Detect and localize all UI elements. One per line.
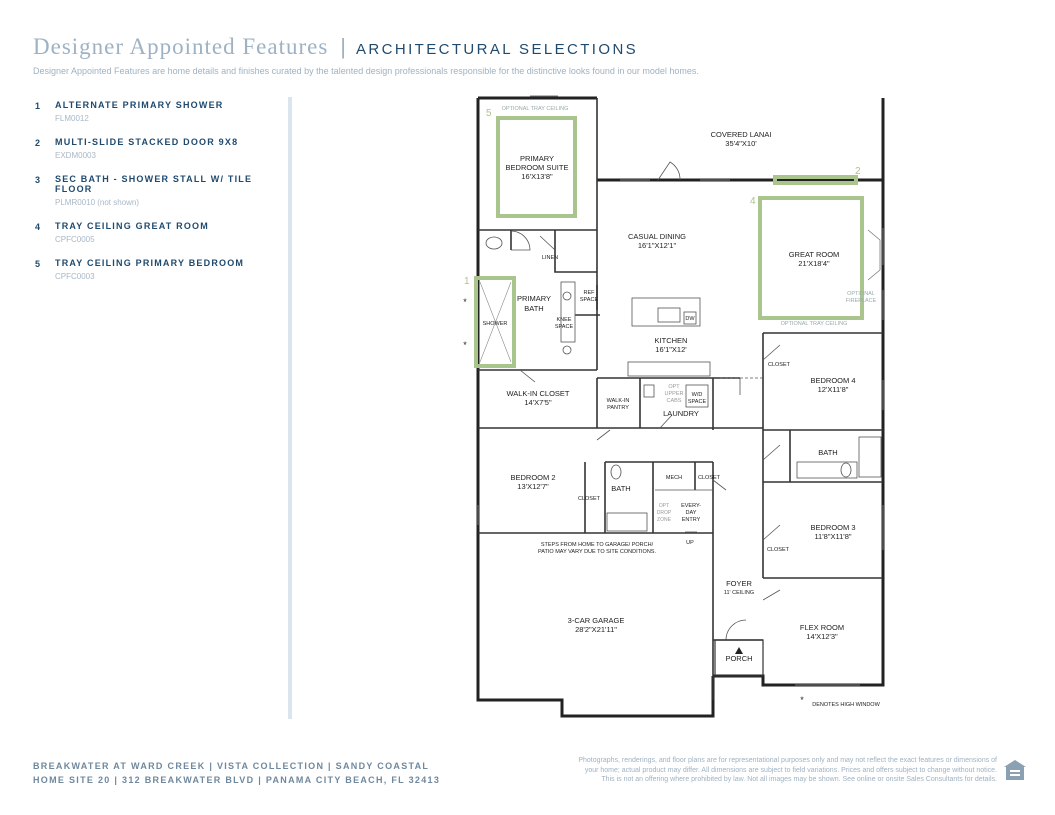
label-opt-l2: UPPER (664, 391, 684, 397)
marker-1: 1 (464, 276, 470, 287)
divider-bar (288, 97, 292, 719)
feature-title: TRAY CEILING GREAT ROOM (55, 221, 209, 231)
marker-2: 2 (855, 166, 861, 177)
label-walk-in-closet-dim: 14'X7'5" (524, 398, 552, 407)
feature-item (35, 221, 255, 244)
marker-5: 5 (486, 108, 492, 119)
page-header (33, 34, 638, 60)
label-optional-fireplace-l2: FIREPLACE (845, 298, 877, 304)
label-covered-lanai: COVERED LANAI (710, 130, 772, 139)
label-optional-fireplace-l1: OPTIONAL (847, 291, 875, 297)
label-mech: MECH (665, 475, 683, 481)
feature-item (35, 258, 255, 281)
label-bedroom4: BEDROOM 4 (810, 376, 856, 385)
legend-high-window: DENOTES HIGH WINDOW (812, 702, 880, 708)
label-foyer: FOYER (726, 579, 752, 588)
label-closet-b3: CLOSET (766, 547, 790, 553)
feature-item (35, 137, 255, 160)
label-bath-b4: BATH (818, 448, 838, 457)
label-casual-dining-dim: 16'1"X12'1" (637, 241, 677, 250)
high-window-star: * (463, 340, 467, 350)
label-steps-l2: PATIO MAY VARY DUE TO SITE CONDITIONS. (538, 549, 656, 555)
marker-4: 4 (750, 196, 756, 207)
label-bedroom3: BEDROOM 3 (810, 523, 856, 532)
fireplace-outline (868, 230, 880, 280)
label-closet-b2: CLOSET (577, 496, 601, 502)
label-bedroom4-dim: 12'X11'8" (817, 385, 849, 394)
label-garage-dim: 28'2"X21'11" (575, 625, 617, 634)
label-everyday-l3: ENTRY (681, 517, 701, 523)
label-everyday-l2: DAY (685, 510, 697, 516)
label-walk-in-closet: WALK-IN CLOSET (506, 389, 570, 398)
feature-title: SEC BATH - SHOWER STALL W/ TILE FLOOR (55, 174, 253, 194)
label-primary-bath-l1: PRIMARY (516, 294, 552, 303)
floor-plan (463, 96, 891, 720)
label-opt-drop-l3: ZONE (657, 517, 671, 523)
label-great-room: GREAT ROOM (788, 250, 840, 259)
feature-number: 3 (35, 175, 41, 185)
label-great-room-dim: 21'X18'4" (798, 259, 830, 268)
label-shower: SHOWER (482, 321, 508, 327)
label-garage: 3-CAR GARAGE (567, 616, 625, 625)
label-laundry: LAUNDRY (663, 409, 699, 418)
page-subtitle: Designer Appointed Features are home details and finishes curated by the talented design professionals responsible for the distinctive looks found in our model homes. (33, 66, 699, 76)
disclaimer-line: This is not an offering where prohibited by law. Not all images may be shown. See online or onsite Sales Consultants for details. (601, 776, 997, 783)
page-title: Designer Appointed Features (33, 34, 329, 59)
label-covered-lanai-dim: 35'4"X10' (725, 139, 757, 148)
feature-number: 5 (35, 259, 41, 269)
disclaimer (527, 756, 997, 785)
label-linen: LINEN (541, 255, 559, 261)
high-window-star: * (463, 297, 467, 307)
label-porch: PORCH (725, 654, 753, 663)
address-line: HOME SITE 20 | 312 BREAKWATER BLVD | PANAMA CITY BEACH, FL 32413 (33, 775, 441, 785)
label-bedroom2: BEDROOM 2 (510, 473, 556, 482)
community-info (33, 759, 440, 787)
label-primary-bedroom-dim: 16'X13'8" (521, 172, 553, 181)
label-steps-l1: STEPS FROM HOME TO GARAGE/ PORCH/ (540, 542, 654, 548)
feature-number: 2 (35, 138, 41, 148)
title-separator: | (340, 34, 346, 59)
label-kitchen-dim: 16'1"X12' (655, 345, 687, 354)
feature-code: EXDM0003 (55, 151, 96, 160)
feature-code: CPFC0003 (55, 272, 95, 281)
feature-number: 4 (35, 222, 41, 232)
label-bath-b2: BATH (611, 484, 631, 493)
feature-item (35, 100, 255, 123)
label-primary-bath-l2: BATH (524, 304, 544, 313)
label-opt-l3: CABS (666, 398, 682, 404)
feature-list (35, 100, 255, 295)
feature-title: MULTI-SLIDE STACKED DOOR 9X8 (55, 137, 239, 147)
label-pantry-l1: WALK-IN (606, 398, 630, 404)
porch-arrow-icon (735, 647, 743, 654)
disclaimer-line: Photographs, renderings, and floor plans are for representational purposes only and may not reflect the exact features or dimensions of (578, 757, 997, 764)
label-foyer-ceiling: 11' CEILING (723, 590, 755, 596)
label-flex-dim: 14'X12'3" (806, 632, 838, 641)
label-optional-tray-top: OPTIONAL TRAY CEILING (501, 106, 569, 112)
label-kitchen: KITCHEN (654, 336, 688, 345)
feature-number: 1 (35, 101, 41, 111)
disclaimer-line: your home; actual product may differ. All dimensions are subject to field variations. Prices and offers subject to change without notice. (584, 766, 997, 774)
label-bedroom3-dim: 11'8"X11'8" (814, 532, 852, 541)
label-ref-l2: SPACE (579, 297, 599, 303)
label-primary-bedroom-l2: BEDROOM SUITE (505, 163, 569, 172)
label-up: UP (686, 540, 694, 546)
community-line: BREAKWATER AT WARD CREEK | VISTA COLLECTION | SANDY COASTAL (33, 761, 430, 771)
label-wd-l2: SPACE (687, 399, 707, 405)
label-opt-drop-l1: OPT (658, 503, 670, 509)
feature-title: TRAY CEILING PRIMARY BEDROOM (55, 258, 245, 268)
feature-code: PLMR0010 (not shown) (55, 198, 140, 207)
label-knee-l2: SPACE (554, 324, 574, 330)
label-opt-drop-l2: DROP (656, 510, 672, 516)
label-flex: FLEX ROOM (799, 623, 845, 632)
label-dw: DW (685, 316, 695, 322)
page-section-title: ARCHITECTURAL SELECTIONS (356, 41, 639, 58)
legend-star: * (800, 695, 804, 705)
feature-code: CPFC0005 (55, 235, 95, 244)
label-casual-dining: CASUAL DINING (627, 232, 687, 241)
equal-housing-opportunity-icon (1002, 758, 1028, 784)
label-closet-hall: CLOSET (697, 475, 721, 481)
label-knee-l1: KNEE (556, 317, 572, 323)
label-ref-l1: REF (583, 290, 595, 296)
feature-code: FLM0012 (55, 114, 89, 123)
label-wd-l1: W/D (691, 392, 703, 398)
feature-item (35, 174, 255, 207)
label-pantry-l2: PANTRY (607, 405, 629, 411)
label-bedroom2-dim: 13'X12'7" (517, 482, 549, 491)
label-primary-bedroom-l1: PRIMARY (519, 154, 555, 163)
label-opt-l1: OPT (668, 384, 680, 390)
label-everyday-l1: EVERY- (681, 503, 701, 509)
label-optional-tray-great: OPTIONAL TRAY CEILING (780, 321, 848, 327)
feature-title: ALTERNATE PRIMARY SHOWER (55, 100, 224, 110)
label-closet-b4: CLOSET (767, 362, 791, 368)
